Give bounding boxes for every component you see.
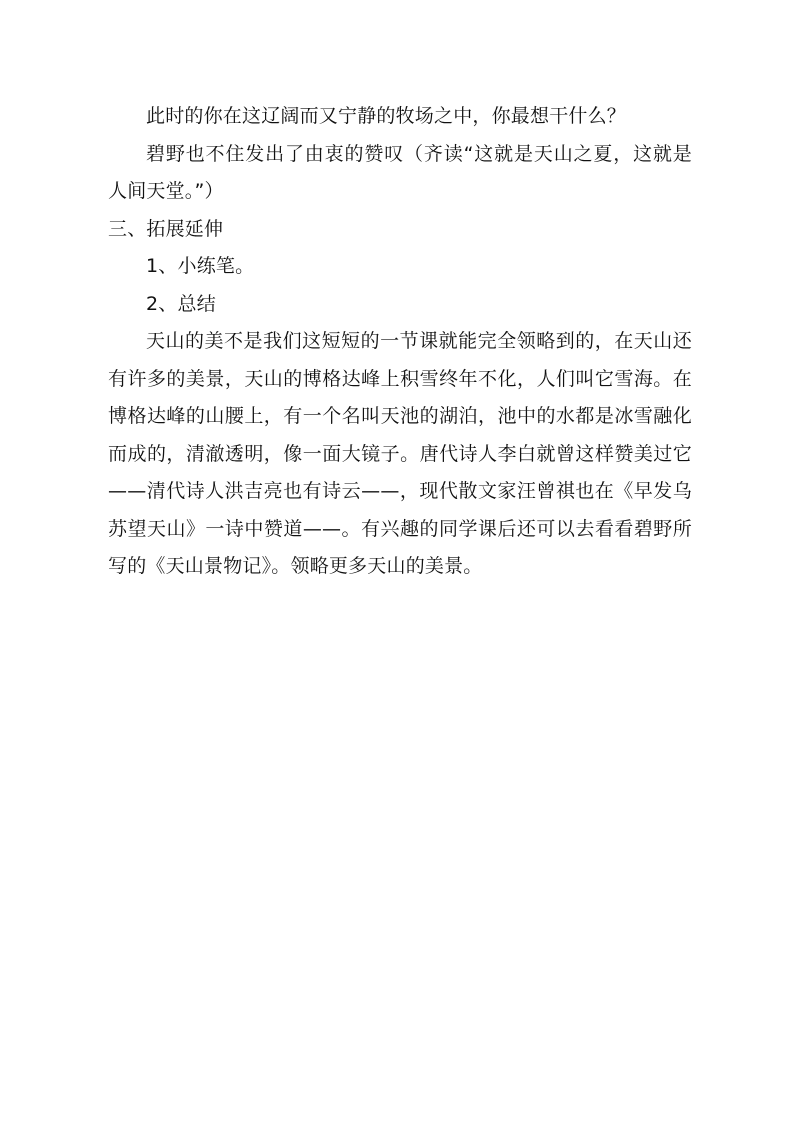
document-body xyxy=(108,98,692,586)
section-heading-extension: 三、拓展延伸 xyxy=(108,217,224,240)
paragraph-praise: 碧野也不住发出了由衷的赞叹（齐读“这就是天山之夏，这就是人间天堂。”） xyxy=(108,142,692,202)
list-item-summary: 2、总结 xyxy=(146,292,216,315)
paragraph-summary-body: 天山的美不是我们这短短的一节课就能完全领略到的，在天山还有许多的美景，天山的博格达峰上积雪终年不化，人们叫它雪海。在博格达峰的山腰上，有一个名叫天池的湖泊，池中的水都是冰雪融化而成的，清澈透明，像一面大镜子。唐代诗人李白就曾这样赞美过它——清代诗人洪吉亮也有诗云——，现代散文家汪曾祺也在《早发乌苏望天山》一诗中赞道——。有兴趣的同学课后还可以去看看碧野所写的《天山景物记》。领略更多天山的美景。 xyxy=(108,330,692,577)
list-item-practice: 1、小练笔。 xyxy=(146,255,255,277)
paragraph-question: 此时的你在这辽阔而又宁静的牧场之中，你最想干什么？ xyxy=(146,105,627,127)
